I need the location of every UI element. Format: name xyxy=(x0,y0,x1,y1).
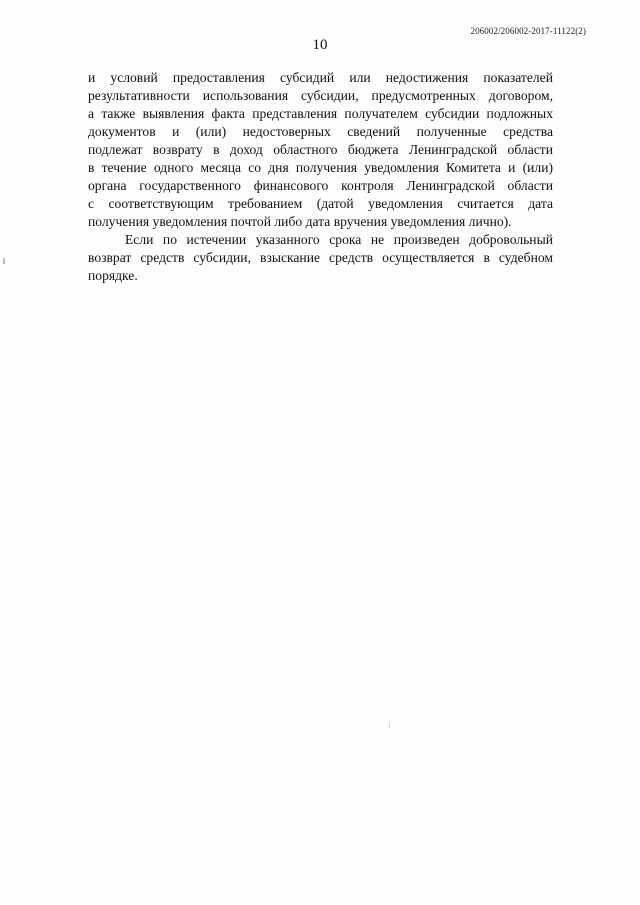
paragraph-1 xyxy=(88,69,553,231)
scan-dust-mark xyxy=(389,723,390,728)
text-line: возврат средств субсидии, взыскание средств осуществляется в судебном xyxy=(88,250,553,265)
text-line: с соответствующим требованием (датой уведомления считается дата xyxy=(88,196,553,211)
text-line: а также выявления факта представления получателем субсидии подложных xyxy=(88,106,553,121)
text-line: результативности использования субсидии, предусмотренных договором, xyxy=(88,88,553,103)
document-code: 206002/206002-2017-11122(2) xyxy=(470,26,586,36)
paragraph-2 xyxy=(88,231,553,285)
scan-edge-mark xyxy=(3,258,5,264)
page-number: 10 xyxy=(312,37,328,53)
text-line: порядке. xyxy=(88,268,138,283)
document-body xyxy=(88,69,553,285)
text-line: и условий предоставления субсидий или недостижения показателей xyxy=(88,70,553,85)
text-line: подлежат возврату в доход областного бюджета Ленинградской области xyxy=(88,142,553,157)
text-line: органа государственного финансового контроля Ленинградской области xyxy=(88,178,553,193)
text-line: в течение одного месяца со дня получения уведомления Комитета и (или) xyxy=(88,160,553,175)
text-line: Если по истечении указанного срока не произведен добровольный xyxy=(125,232,553,247)
text-line: документов и (или) недостоверных сведений полученные средства xyxy=(88,124,553,139)
text-line: получения уведомления почтой либо дата вручения уведомления лично). xyxy=(88,214,512,229)
